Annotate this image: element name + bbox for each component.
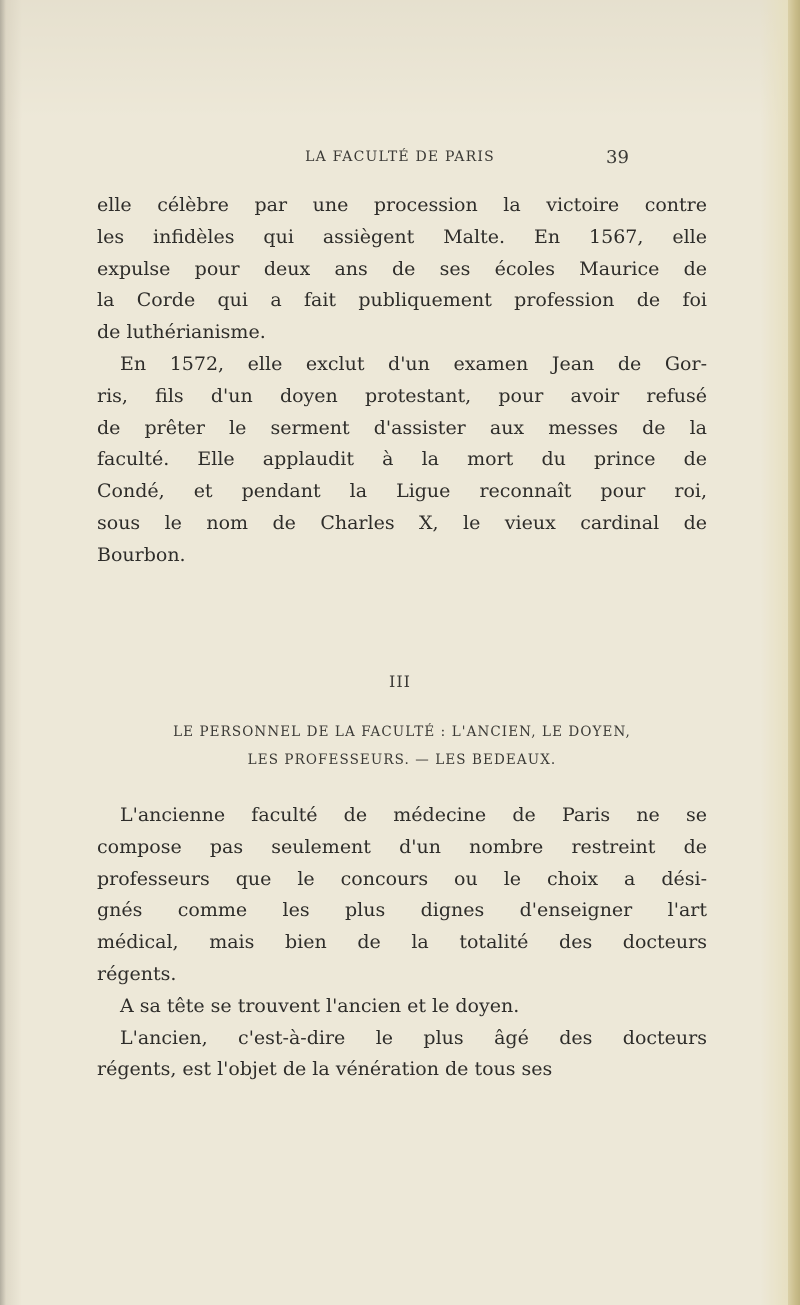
text-line: expulse pour deux ans de ses écoles Maurice de <box>97 257 707 280</box>
text-line: les infidèles qui assiègent Malte. En 1567, elle <box>97 225 707 248</box>
text-line: régents. <box>97 962 177 985</box>
paragraph <box>97 349 707 572</box>
text-line: sous le nom de Charles X, le vieux cardinal de <box>97 511 707 534</box>
section-number: III <box>389 672 411 691</box>
section-heading-line: LE PERSONNEL DE LA FACULTÉ : L'ANCIEN, LE DOYEN, <box>173 724 631 740</box>
text-line: Condé, et pendant la Ligue reconnaît pour roi, <box>97 480 707 503</box>
running-title: LA FACULTÉ DE PARIS <box>305 149 495 165</box>
paragraph <box>97 991 707 1023</box>
text-line: Bourbon. <box>97 543 186 566</box>
text-line: gnés comme les plus dignes d'enseigner l'art <box>97 899 707 922</box>
page-left-edge <box>0 0 6 1305</box>
running-head <box>0 147 800 171</box>
paragraph <box>97 800 707 991</box>
page-number: 39 <box>606 147 629 168</box>
text-block-bottom <box>97 800 707 1086</box>
text-line: la Corde qui a fait publiquement profession de foi <box>97 289 707 312</box>
text-line: de luthérianisme. <box>97 321 266 344</box>
text-line: En 1572, elle exclut d'un examen Jean de Gor- <box>120 352 707 375</box>
text-line: faculté. Elle applaudit à la mort du prince de <box>97 448 707 471</box>
text-line: médical, mais bien de la totalité des docteurs <box>97 931 707 954</box>
text-line: compose pas seulement d'un nombre restreint de <box>97 835 707 858</box>
page-right-edge <box>788 0 800 1305</box>
paragraph <box>97 1023 707 1087</box>
text-line: L'ancien, c'est-à-dire le plus âgé des docteurs <box>120 1026 707 1049</box>
text-block-top <box>97 190 707 572</box>
paragraph-continuation <box>97 190 707 349</box>
text-line: ris, fils d'un doyen protestant, pour avoir refusé <box>97 384 707 407</box>
text-line: L'ancienne faculté de médecine de Paris ne se <box>120 804 707 826</box>
text-line: régents, est l'objet de la vénération de tous ses <box>97 1058 553 1081</box>
section-heading-line: LES PROFESSEURS. — LES BEDEAUX. <box>247 752 557 768</box>
text-line: de prêter le serment d'assister aux messes de la <box>97 416 707 439</box>
text-line: A sa tête se trouvent l'ancien et le doyen. <box>120 994 520 1017</box>
text-line: elle célèbre par une procession la victoire contre <box>97 194 707 216</box>
text-line: professeurs que le concours ou le choix a dési- <box>97 867 707 890</box>
